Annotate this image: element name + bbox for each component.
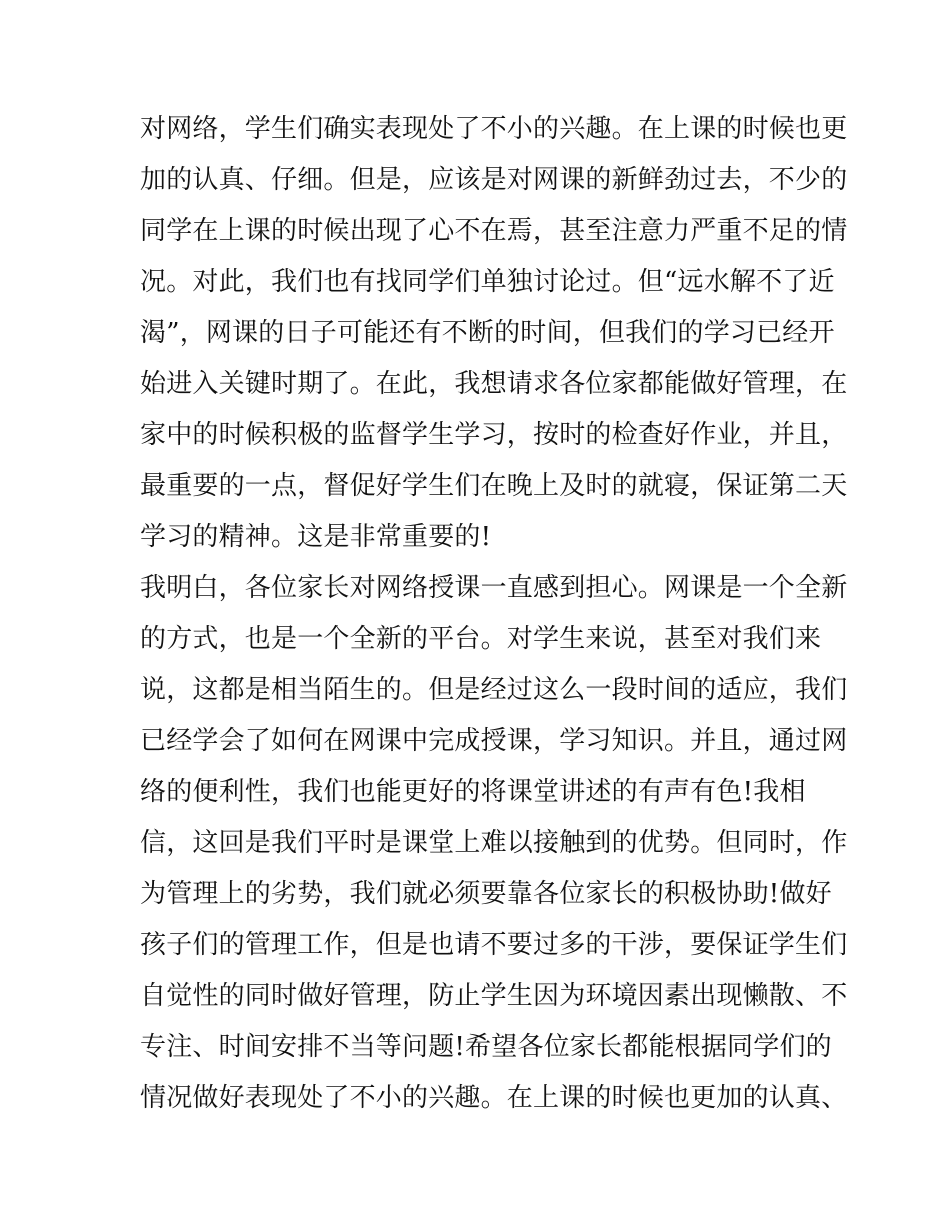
text-line: 已经学会了如何在网课中完成授课，学习知识。并且，通过网 bbox=[140, 726, 848, 756]
text-line: 络的便利性，我们也能更好的将课堂讲述的有声有色!我相 bbox=[140, 777, 806, 807]
text-line: 自觉性的同时做好管理，防止学生因为环境因素出现懒散、不 bbox=[140, 981, 848, 1011]
text-line: 同学在上课的时候出现了心不在焉，甚至注意力严重不足的情 bbox=[140, 216, 848, 246]
text-line: 孩子们的管理工作，但是也请不要过多的干涉，要保证学生们 bbox=[140, 930, 848, 960]
text-line: 家中的时候积极的监督学生学习，按时的检查好作业，并且， bbox=[140, 420, 848, 450]
text-line: 加的认真、仔细。但是，应该是对网课的新鲜劲过去，不少的 bbox=[140, 165, 848, 195]
text-line: 的方式，也是一个全新的平台。对学生来说，甚至对我们来 bbox=[140, 624, 822, 654]
text-line: 信，这回是我们平时是课堂上难以接触到的优势。但同时，作 bbox=[140, 828, 848, 858]
text-line: 最重要的一点，督促好学生们在晚上及时的就寝，保证第二天 bbox=[140, 471, 848, 501]
text-line: 我明白，各位家长对网络授课一直感到担心。网课是一个全新 bbox=[140, 573, 848, 603]
text-line: 学习的精神。这是非常重要的! bbox=[140, 522, 492, 552]
text-line: 况。对此，我们也有找同学们单独讨论过。但“远水解不了近 bbox=[140, 267, 835, 297]
text-line: 始进入关键时期了。在此，我想请求各位家都能做好管理，在 bbox=[140, 369, 848, 399]
text-line: 专注、时间安排不当等问题!希望各位家长都能根据同学们的 bbox=[140, 1032, 832, 1062]
text-line: 对网络，学生们确实表现处了不小的兴趣。在上课的时候也更 bbox=[140, 114, 848, 144]
text-line: 为管理上的劣势，我们就必须要靠各位家长的积极协助!做好 bbox=[140, 879, 832, 909]
text-line: 情况做好表现处了不小的兴趣。在上课的时候也更加的认真、 bbox=[140, 1083, 848, 1113]
text-line: 渴”，网课的日子可能还有不断的时间，但我们的学习已经开 bbox=[140, 318, 835, 348]
text-line: 说，这都是相当陌生的。但是经过这么一段时间的适应，我们 bbox=[140, 675, 848, 705]
